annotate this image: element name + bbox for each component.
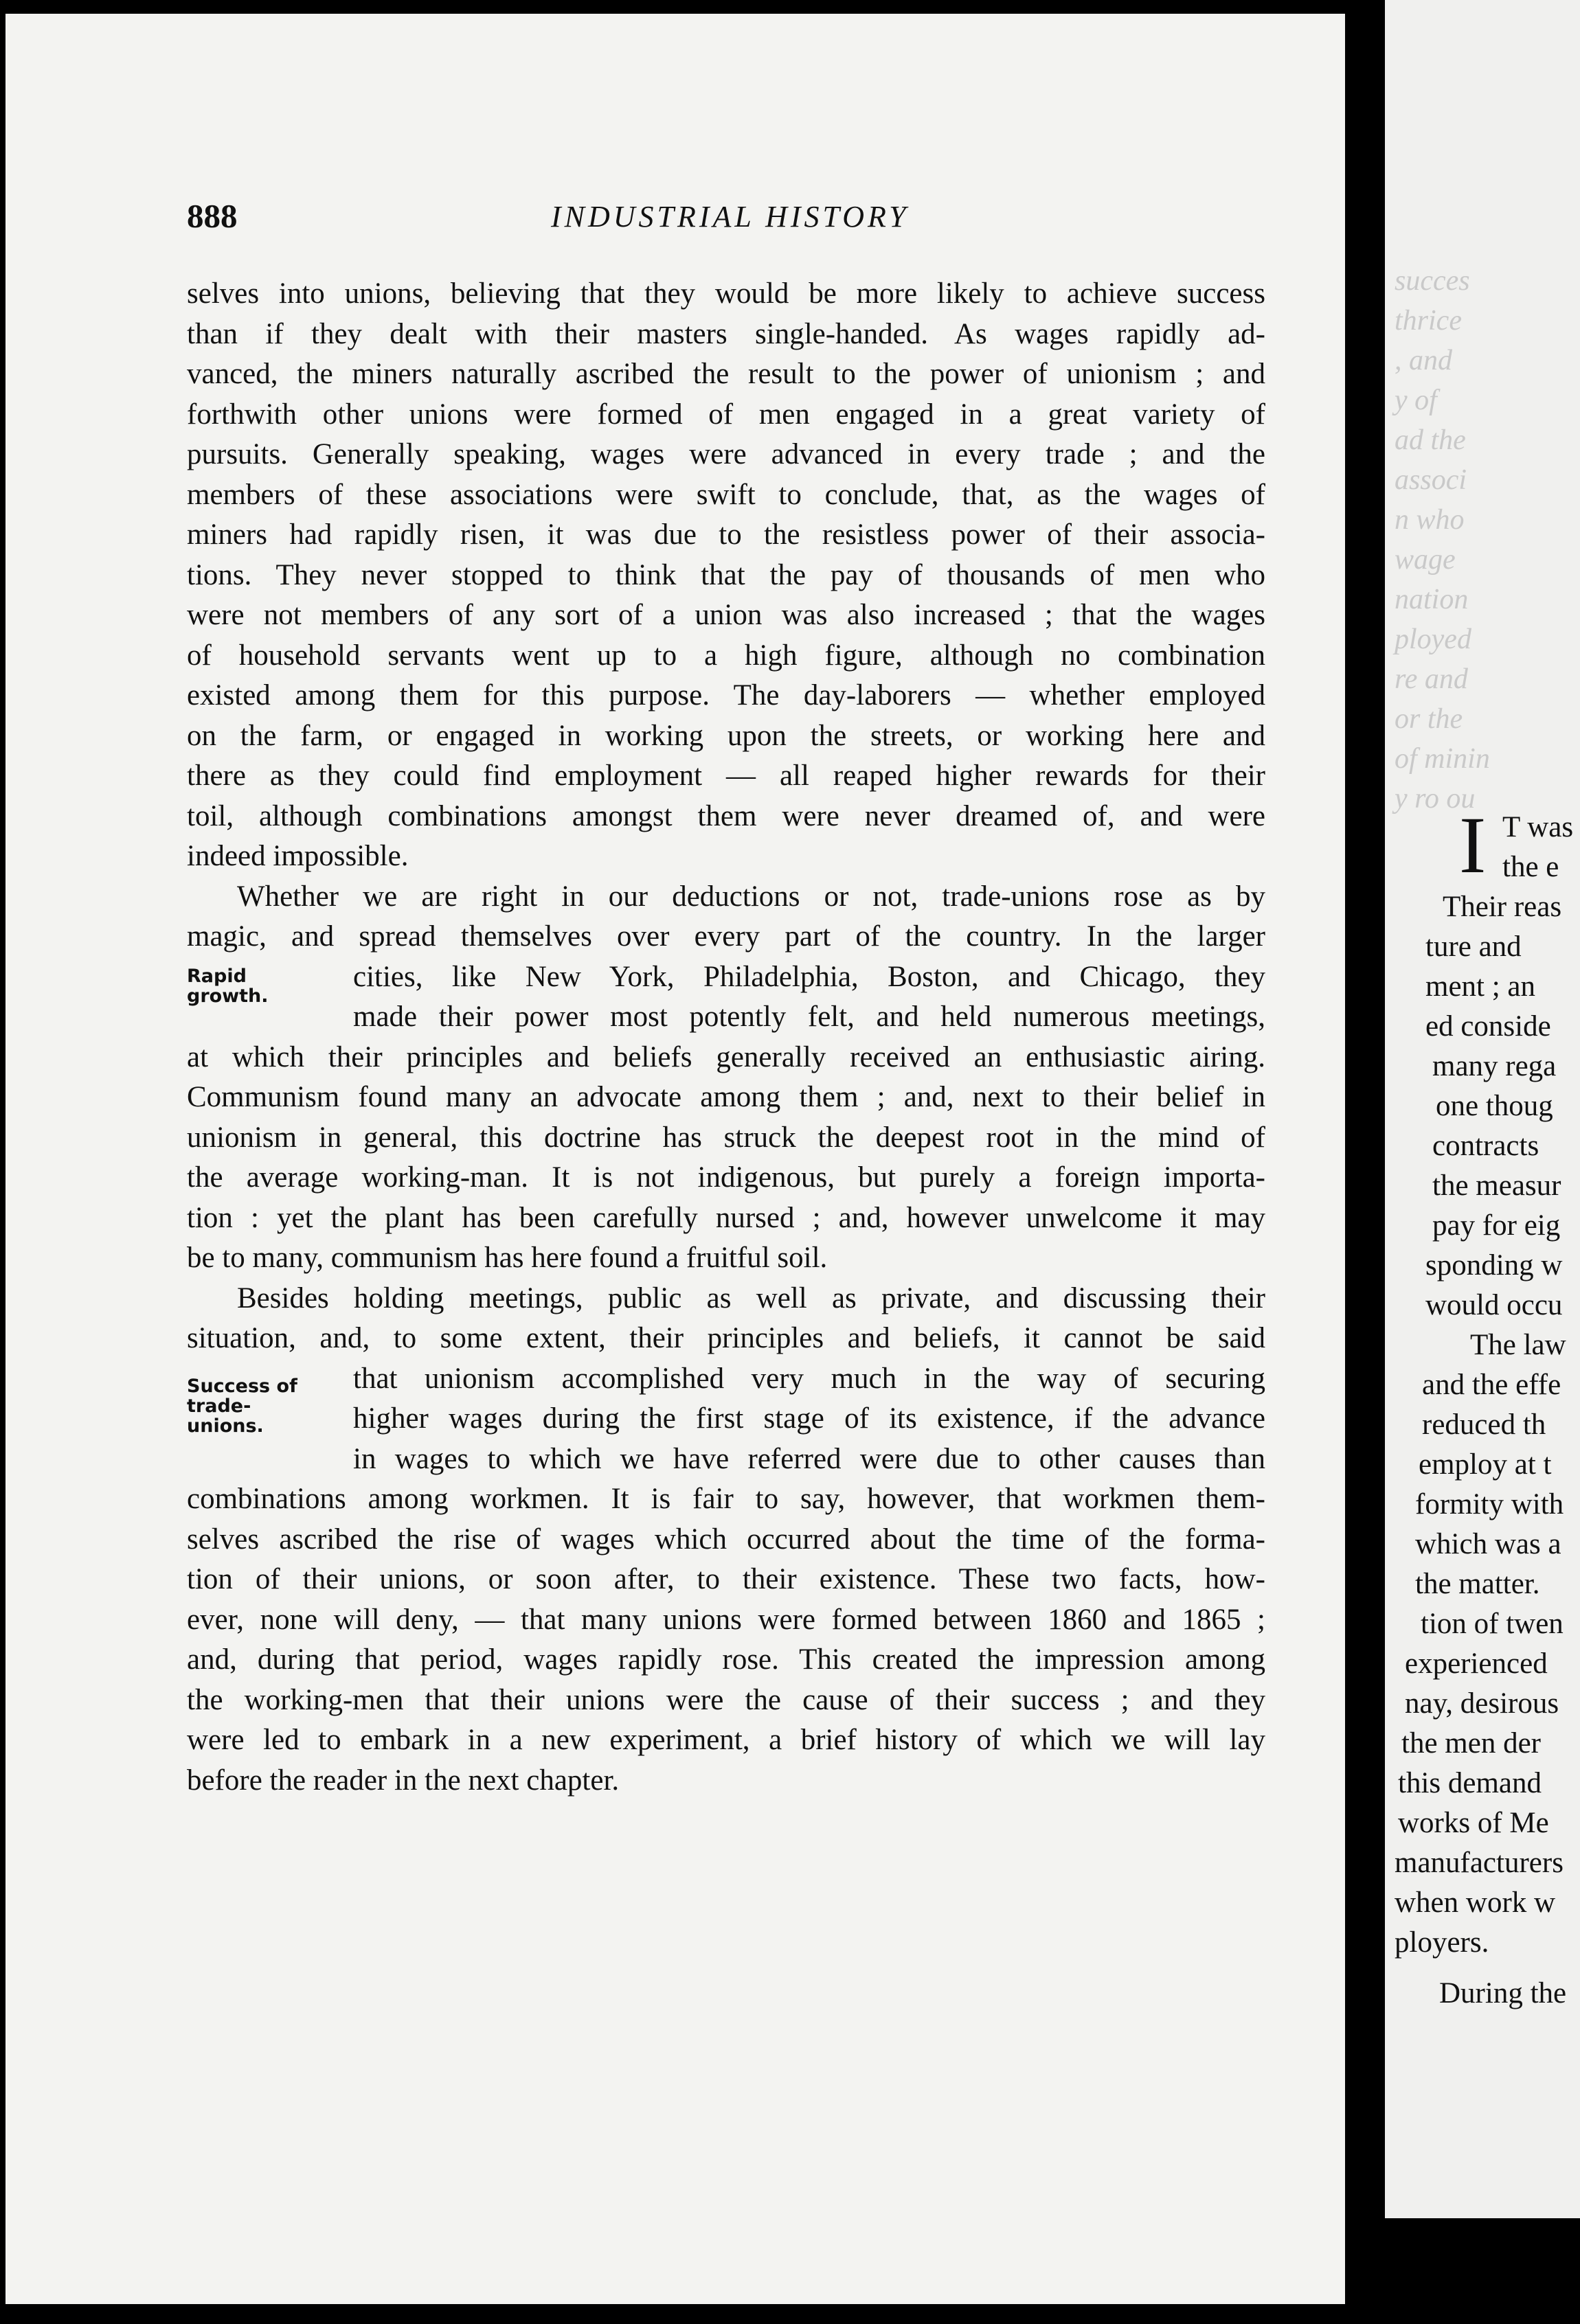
text-line: on the farm, or engaged in working upon the streets, or working here and — [187, 719, 1265, 752]
text-line: were not members of any sort of a union was also increased ; that the wages — [187, 599, 1265, 631]
text-line: existed among them for this purpose. The day-laborers — whether employed — [187, 679, 1265, 711]
right-page-line: tion of twen — [1421, 1608, 1564, 1640]
right-page-line: and the effe — [1422, 1369, 1561, 1401]
right-page-line: ment ; an — [1425, 970, 1536, 1003]
right-page-line: The law — [1470, 1329, 1566, 1361]
right-page-line: works of Me — [1398, 1807, 1549, 1839]
right-page-line: formity with — [1415, 1488, 1564, 1520]
text-line: miners had rapidly risen, it was due to the resistless power of their associa- — [187, 519, 1265, 551]
right-page-line: ed conside — [1425, 1010, 1551, 1043]
text-line: magic, and spread themselves over every part of the country. In the larger — [187, 920, 1265, 953]
text-line: selves into unions, believing that they would be more likely to achieve success — [187, 277, 1265, 310]
text-line: vanced, the miners naturally ascribed the result to the power of unionism ; and — [187, 358, 1265, 390]
right-page-line: During the — [1439, 1977, 1567, 2009]
text-line: indeed impossible. — [187, 840, 409, 872]
text-line: Communism found many an advocate among them ; and, next to their belief in — [187, 1081, 1265, 1113]
right-page-line: sponding w — [1425, 1249, 1563, 1281]
bleed-through-text: succes thrice , and y of ad the associ n who wage nation ployed re and or the of minin y ro ou — [1395, 265, 1490, 814]
right-page-line: pay for eig — [1432, 1209, 1561, 1242]
text-line: Besides holding meetings, public as well as private, and discussing their — [237, 1281, 1265, 1314]
right-page-line: would occu — [1425, 1289, 1563, 1321]
right-page-line: contracts — [1432, 1130, 1539, 1162]
text-line: that unionism accomplished very much in the way of securing — [353, 1362, 1265, 1395]
text-line: in wages to which we have referred were due to other causes than — [353, 1442, 1265, 1475]
right-page-line: employ at t — [1419, 1448, 1552, 1481]
text-line: pursuits. Generally speaking, wages were advanced in every trade ; and the — [187, 438, 1265, 470]
text-line: higher wages during the first stage of its existence, if the advance — [353, 1402, 1265, 1435]
page-header — [187, 196, 1265, 238]
text-line: combinations among workmen. It is fair to say, however, that workmen them- — [187, 1483, 1265, 1515]
text-line: of household servants went up to a high figure, although no combination — [187, 639, 1265, 672]
text-line: tions. They never stopped to think that the pay of thousands of men who — [187, 558, 1265, 591]
right-page-line: Their reas — [1443, 891, 1562, 923]
text-line: tion : yet the plant has been carefully nursed ; and, however unwelcome it may — [187, 1201, 1265, 1234]
right-page-line: nay, desirous — [1405, 1687, 1559, 1720]
text-line: at which their principles and beliefs generally received an enthusiastic airing. — [187, 1040, 1265, 1073]
text-line: than if they dealt with their masters single-handed. As wages rapidly ad- — [187, 317, 1265, 350]
right-page-line: T was — [1502, 811, 1574, 843]
right-page-line: ployers. — [1395, 1926, 1489, 1959]
right-page-line: experienced — [1405, 1648, 1548, 1680]
text-line: be to many, communism has here found a fruitful soil. — [187, 1242, 828, 1274]
text-line: members of these associations were swift to conclude, that, as the wages of — [187, 478, 1265, 511]
margin-note-rapid-growth: Rapid growth. — [187, 966, 269, 1007]
text-line: selves ascribed the rise of wages which occurred about the time of the forma- — [187, 1523, 1265, 1556]
text-line: and, during that period, wages rapidly rose. This created the impression among — [187, 1643, 1265, 1676]
right-page-line: when work w — [1395, 1887, 1556, 1919]
right-page-line: one thoug — [1436, 1090, 1553, 1122]
page-number: 888 — [187, 197, 238, 235]
text-line: cities, like New York, Philadelphia, Boston, and Chicago, they — [353, 960, 1265, 993]
text-line: unionism in general, this doctrine has struck the deepest root in the mind of — [187, 1121, 1265, 1154]
right-page-line: this demand — [1398, 1767, 1542, 1799]
text-line: forthwith other unions were formed of men engaged in a great variety of — [187, 398, 1265, 431]
right-page-line: the matter. — [1415, 1568, 1540, 1600]
right-page-line: reduced th — [1422, 1409, 1546, 1441]
text-line: made their power most potently felt, and held numerous meetings, — [353, 1001, 1265, 1033]
right-page-line: ture and — [1425, 931, 1522, 963]
right-page-line: the men der — [1401, 1727, 1541, 1759]
text-line: ever, none will deny, — that many unions were formed between 1860 and 1865 ; — [187, 1603, 1265, 1636]
text-line: the average working-man. It is not indigenous, but purely a foreign importa- — [187, 1161, 1265, 1194]
right-page-line: the measur — [1432, 1170, 1561, 1202]
right-page-line: the e — [1502, 851, 1559, 883]
right-page-dropcap: I — [1459, 800, 1487, 890]
right-page-line: manufacturers — [1395, 1847, 1564, 1879]
text-line: the working-men that their unions were the cause of their success ; and they — [187, 1683, 1265, 1716]
text-line: situation, and, to some extent, their principles and beliefs, it cannot be said — [187, 1322, 1265, 1354]
text-line: before the reader in the next chapter. — [187, 1764, 620, 1797]
margin-note-success-of-trade-unions: Success of trade- unions. — [187, 1376, 297, 1437]
text-line: there as they could find employment — all reaped higher rewards for their — [187, 760, 1265, 792]
right-page-line: many rega — [1432, 1050, 1557, 1082]
text-line: toil, although combinations amongst them were never dreamed of, and were — [187, 799, 1265, 832]
text-line: tion of their unions, or soon after, to their existence. These two facts, how- — [187, 1563, 1265, 1595]
running-title: INDUSTRIAL HISTORY — [551, 200, 910, 233]
right-page-line: which was a — [1415, 1528, 1561, 1560]
text-line: were led to embark in a new experiment, a brief history of which we will lay — [187, 1724, 1265, 1756]
text-line: Whether we are right in our deductions or not, trade-unions rose as by — [237, 880, 1265, 913]
